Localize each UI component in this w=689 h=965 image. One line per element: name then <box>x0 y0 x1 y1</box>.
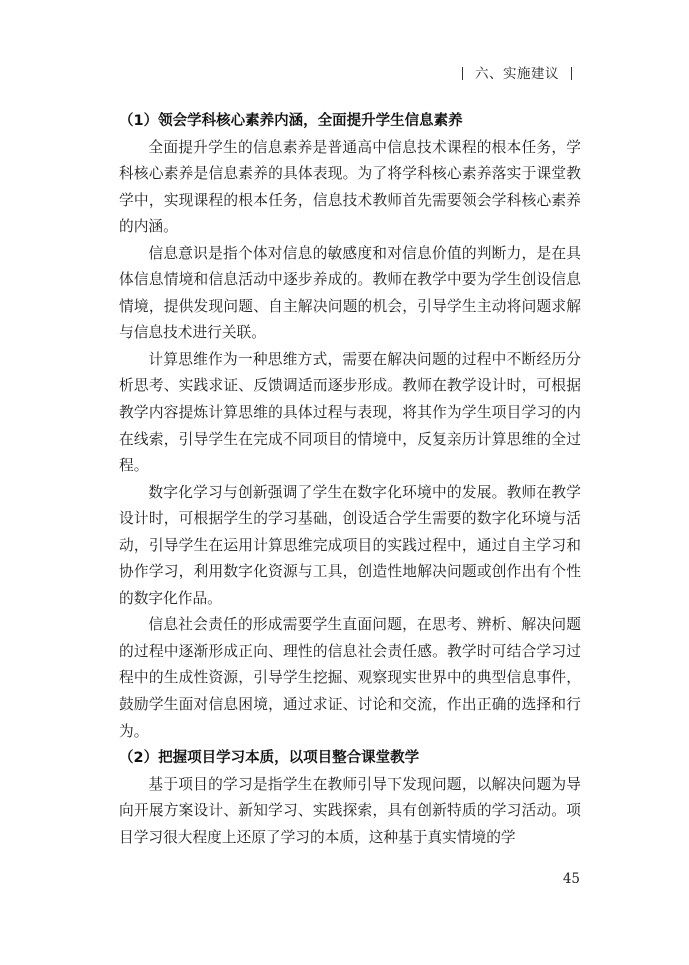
header-divider-right <box>571 67 572 80</box>
chapter-title: 六、实施建议 <box>475 66 559 82</box>
running-header <box>450 62 584 82</box>
section-heading: （1）领会学科核心素养内涵，全面提升学生信息素养 <box>119 113 463 129</box>
paragraph: 信息意识是指个体对信息的敏感度和对信息价值的判断力，是在具体信息情境和信息活动中逐步养成的。教师在教学中要为学生创设信息情境，提供发现问题、自主解决问题的机会，引导学生主动将问题求解与信息技术进行关联。 <box>119 244 581 342</box>
section-heading: （2）把握项目学习本质，以项目整合课堂教学 <box>119 750 420 767</box>
paragraph: 计算思维作为一种思维方式，需要在解决问题的过程中不断经历分析思考、实践求证、反馈调适而逐步形成。教师在教学设计时，可根据教学内容提炼计算思维的具体过程与表现，将其作为学生项目学习的内在线索，引导学生在完成不同项目的情境中，反复亲历计算思维的全过程。 <box>119 350 581 475</box>
header-divider-left <box>462 67 463 80</box>
page-body <box>119 108 581 851</box>
paragraph: 信息社会责任的形成需要学生直面问题，在思考、辨析、解决问题的过程中逐渐形成正向、理性的信息社会责任感。教学时可结合学习过程中的生成性资源，引导学生挖掘、观察现实世界中的典型信息事件，鼓励学生面对信息困境，通过求证、讨论和交流，作出正确的选择和行为。 <box>119 616 581 740</box>
paragraph: 全面提升学生的信息素养是普通高中信息技术课程的根本任务，学科核心素养是信息素养的具体表现。为了将学科核心素养落实于课堂教学中，实现课程的根本任务，信息技术教师首先需要领会学科核心素养的内涵。 <box>119 138 581 236</box>
paragraph: 基于项目的学习是指学生在教师引导下发现问题，以解决问题为导向开展方案设计、新知学习、实践探索，具有创新特质的学习活动。项目学习很大程度上还原了学习的本质，这种基于真实情境的学 <box>119 775 581 846</box>
paragraph: 数字化学习与创新强调了学生在数字化环境中的发展。教师在教学设计时，可根据学生的学习基础，创设适合学生需要的数字化环境与活动，引导学生在运用计算思维完成项目的实践过程中，通过自主学习和协作学习，利用数字化资源与工具，创造性地解决问题或创作出有个性的数字化作品。 <box>119 483 581 607</box>
page-number: 45 <box>562 871 580 887</box>
